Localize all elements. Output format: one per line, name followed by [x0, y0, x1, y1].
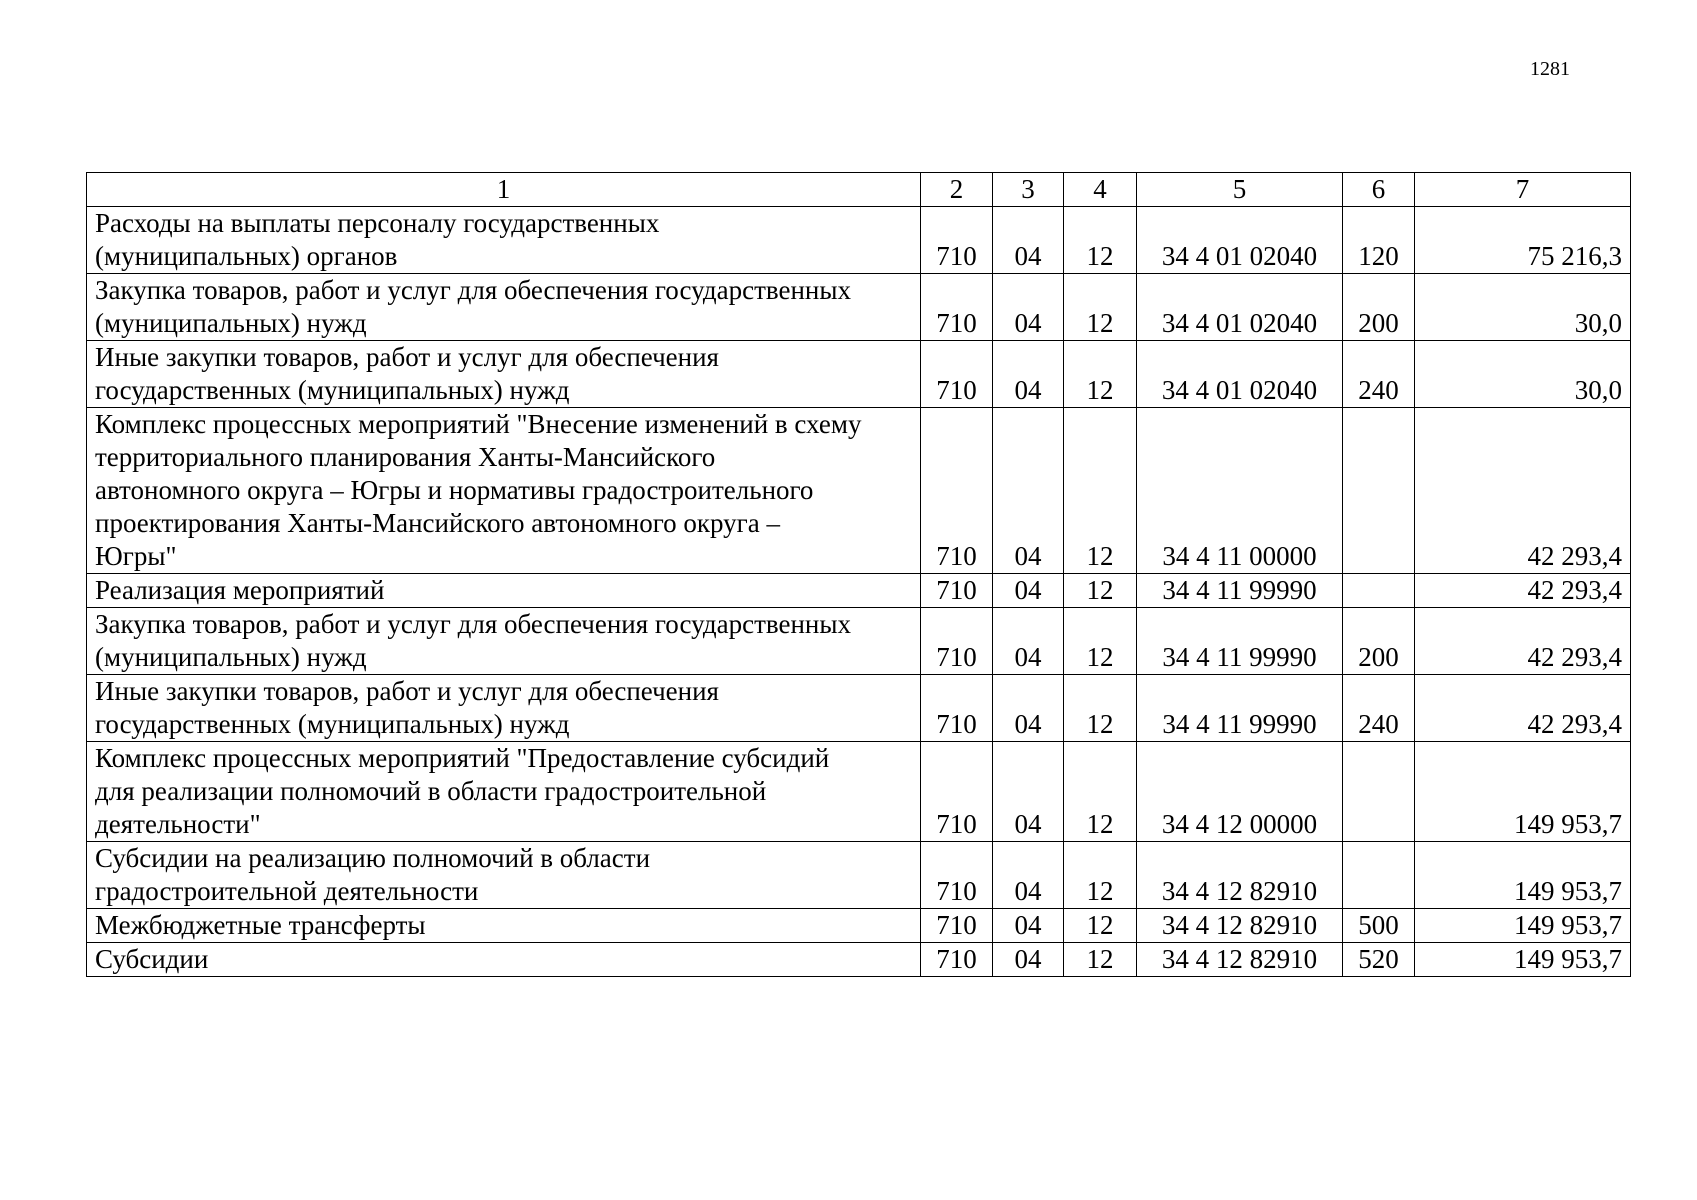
- amount-cell: 42 293,4: [1415, 574, 1631, 608]
- amount-cell: 42 293,4: [1415, 408, 1631, 574]
- description-line: (муниципальных) нужд: [95, 308, 367, 338]
- description-line: Реализация мероприятий: [95, 575, 385, 605]
- admin-code-cell: 710: [921, 742, 993, 842]
- description-line: градостроительной деятельности: [95, 876, 479, 906]
- description-cell: [87, 341, 921, 408]
- description-line: (муниципальных) нужд: [95, 642, 367, 672]
- budget-table: [86, 172, 1631, 977]
- admin-code-cell: 710: [921, 608, 993, 675]
- admin-code-cell: 710: [921, 574, 993, 608]
- column-header: 2: [921, 173, 993, 207]
- section-code-cell: 04: [993, 574, 1064, 608]
- amount-cell: 75 216,3: [1415, 207, 1631, 274]
- subsection-code-cell: 12: [1064, 574, 1137, 608]
- table-row: [87, 207, 1631, 274]
- amount-cell: 42 293,4: [1415, 675, 1631, 742]
- description-line: Закупка товаров, работ и услуг для обеспечения государственных: [95, 275, 852, 305]
- table-row: [87, 408, 1631, 574]
- section-code-cell: 04: [993, 341, 1064, 408]
- amount-cell: 149 953,7: [1415, 909, 1631, 943]
- column-header: 4: [1064, 173, 1137, 207]
- section-code-cell: 04: [993, 207, 1064, 274]
- subsection-code-cell: 12: [1064, 675, 1137, 742]
- description-cell: [87, 842, 921, 909]
- target-article-cell: 34 4 12 82910: [1137, 842, 1343, 909]
- description-line: (муниципальных) органов: [95, 241, 398, 271]
- admin-code-cell: 710: [921, 842, 993, 909]
- expense-type-cell: [1343, 742, 1415, 842]
- section-code-cell: 04: [993, 742, 1064, 842]
- column-header: 5: [1137, 173, 1343, 207]
- section-code-cell: 04: [993, 842, 1064, 909]
- section-code-cell: 04: [993, 909, 1064, 943]
- amount-cell: 149 953,7: [1415, 842, 1631, 909]
- target-article-cell: 34 4 11 99990: [1137, 675, 1343, 742]
- target-article-cell: 34 4 12 82910: [1137, 909, 1343, 943]
- section-code-cell: 04: [993, 408, 1064, 574]
- description-cell: [87, 574, 921, 608]
- description-line: Расходы на выплаты персоналу государственных: [95, 208, 660, 238]
- table-body: [87, 207, 1631, 977]
- section-code-cell: 04: [993, 943, 1064, 977]
- description-line: государственных (муниципальных) нужд: [95, 709, 570, 739]
- description-cell: [87, 675, 921, 742]
- table-row: [87, 341, 1631, 408]
- description-line: автономного округа – Югры и нормативы градостроительного: [95, 475, 814, 505]
- admin-code-cell: 710: [921, 207, 993, 274]
- description-cell: [87, 943, 921, 977]
- target-article-cell: 34 4 01 02040: [1137, 207, 1343, 274]
- expense-type-cell: 500: [1343, 909, 1415, 943]
- amount-cell: 42 293,4: [1415, 608, 1631, 675]
- target-article-cell: 34 4 11 99990: [1137, 574, 1343, 608]
- description-line: Закупка товаров, работ и услуг для обеспечения государственных: [95, 609, 852, 639]
- description-cell: [87, 909, 921, 943]
- expense-type-cell: 200: [1343, 274, 1415, 341]
- subsection-code-cell: 12: [1064, 842, 1137, 909]
- expense-type-cell: 240: [1343, 341, 1415, 408]
- description-line: Югры": [95, 541, 177, 571]
- table-row: [87, 608, 1631, 675]
- subsection-code-cell: 12: [1064, 408, 1137, 574]
- expense-type-cell: [1343, 408, 1415, 574]
- description-cell: [87, 207, 921, 274]
- description-line: Комплекс процессных мероприятий "Предоставление субсидий: [95, 743, 830, 773]
- subsection-code-cell: 12: [1064, 909, 1137, 943]
- subsection-code-cell: 12: [1064, 742, 1137, 842]
- description-cell: [87, 408, 921, 574]
- section-code-cell: 04: [993, 274, 1064, 341]
- target-article-cell: 34 4 01 02040: [1137, 274, 1343, 341]
- section-code-cell: 04: [993, 608, 1064, 675]
- column-header: 6: [1343, 173, 1415, 207]
- target-article-cell: 34 4 01 02040: [1137, 341, 1343, 408]
- expense-type-cell: 120: [1343, 207, 1415, 274]
- target-article-cell: 34 4 12 82910: [1137, 943, 1343, 977]
- admin-code-cell: 710: [921, 341, 993, 408]
- table-row: [87, 742, 1631, 842]
- description-line: государственных (муниципальных) нужд: [95, 375, 570, 405]
- admin-code-cell: 710: [921, 408, 993, 574]
- description-line: территориального планирования Ханты-Мансийского: [95, 442, 716, 472]
- description-line: Комплекс процессных мероприятий "Внесение изменений в схему: [95, 409, 862, 439]
- subsection-code-cell: 12: [1064, 341, 1137, 408]
- description-line: для реализации полномочий в области градостроительной: [95, 776, 767, 806]
- amount-cell: 30,0: [1415, 341, 1631, 408]
- subsection-code-cell: 12: [1064, 943, 1137, 977]
- description-cell: [87, 274, 921, 341]
- column-number-row: [87, 173, 1631, 207]
- expense-type-cell: [1343, 842, 1415, 909]
- amount-cell: 149 953,7: [1415, 943, 1631, 977]
- admin-code-cell: 710: [921, 675, 993, 742]
- subsection-code-cell: 12: [1064, 608, 1137, 675]
- table-row: [87, 675, 1631, 742]
- description-line: Субсидии на реализацию полномочий в области: [95, 843, 651, 873]
- admin-code-cell: 710: [921, 274, 993, 341]
- column-header: 7: [1415, 173, 1631, 207]
- subsection-code-cell: 12: [1064, 274, 1137, 341]
- table-row: [87, 574, 1631, 608]
- description-line: Межбюджетные трансферты: [95, 910, 426, 940]
- target-article-cell: 34 4 11 99990: [1137, 608, 1343, 675]
- table-row: [87, 842, 1631, 909]
- description-line: деятельности": [95, 809, 261, 839]
- table-row: [87, 274, 1631, 341]
- expense-type-cell: [1343, 574, 1415, 608]
- description-cell: [87, 742, 921, 842]
- table-row: [87, 943, 1631, 977]
- description-line: Субсидии: [95, 944, 209, 974]
- target-article-cell: 34 4 12 00000: [1137, 742, 1343, 842]
- description-line: Иные закупки товаров, работ и услуг для обеспечения: [95, 342, 719, 372]
- column-header: 3: [993, 173, 1064, 207]
- admin-code-cell: 710: [921, 943, 993, 977]
- section-code-cell: 04: [993, 675, 1064, 742]
- column-header: 1: [87, 173, 921, 207]
- amount-cell: 149 953,7: [1415, 742, 1631, 842]
- page-number: 1281: [1530, 58, 1570, 80]
- admin-code-cell: 710: [921, 909, 993, 943]
- expense-type-cell: 240: [1343, 675, 1415, 742]
- table-row: [87, 909, 1631, 943]
- expense-type-cell: 200: [1343, 608, 1415, 675]
- description-line: проектирования Ханты-Мансийского автономного округа –: [95, 508, 780, 538]
- subsection-code-cell: 12: [1064, 207, 1137, 274]
- target-article-cell: 34 4 11 00000: [1137, 408, 1343, 574]
- description-line: Иные закупки товаров, работ и услуг для обеспечения: [95, 676, 719, 706]
- amount-cell: 30,0: [1415, 274, 1631, 341]
- expense-type-cell: 520: [1343, 943, 1415, 977]
- description-cell: [87, 608, 921, 675]
